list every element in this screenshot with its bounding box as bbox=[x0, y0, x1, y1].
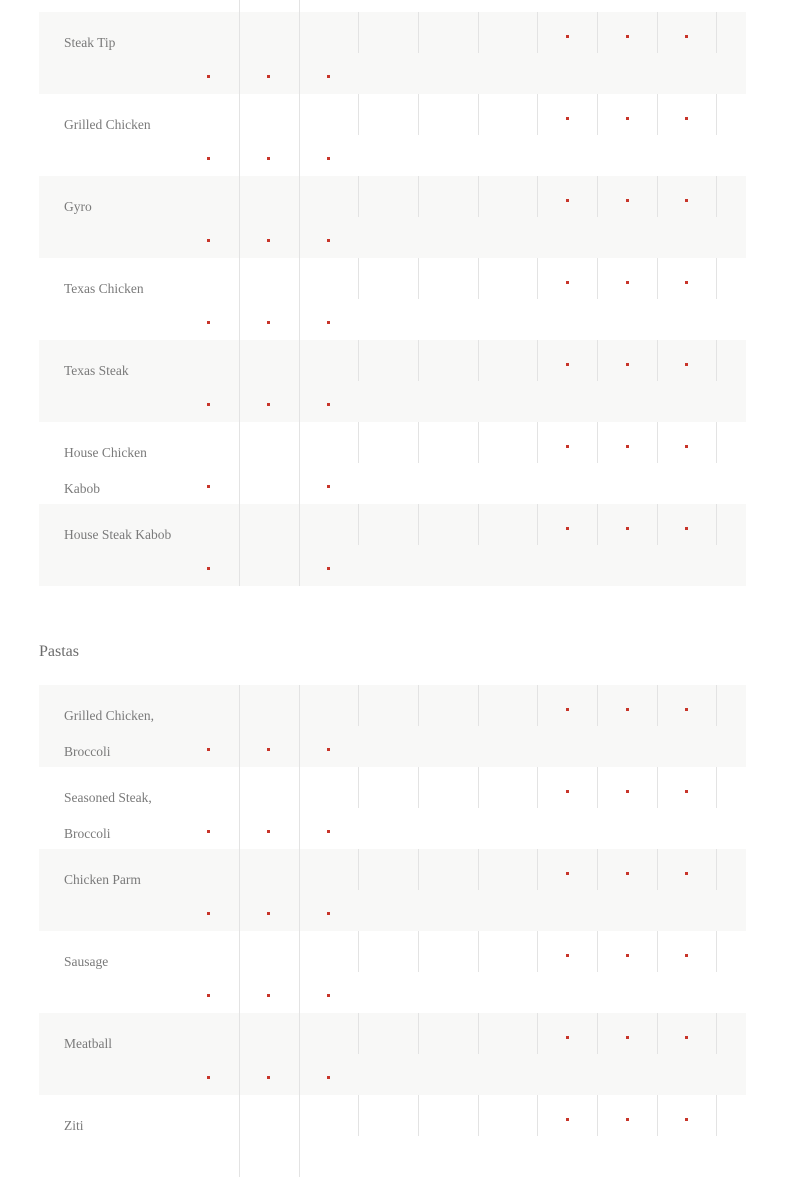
availability-dot bbox=[566, 117, 569, 120]
availability-dot bbox=[566, 527, 569, 530]
column-divider bbox=[299, 176, 300, 258]
availability-dot bbox=[626, 790, 629, 793]
table-row bbox=[39, 767, 746, 849]
availability-dot bbox=[626, 872, 629, 875]
item-name: Grilled Chicken bbox=[64, 117, 151, 132]
column-divider bbox=[716, 1013, 717, 1054]
table-row bbox=[39, 340, 746, 422]
availability-dot bbox=[626, 117, 629, 120]
availability-dot bbox=[267, 994, 270, 997]
column-divider bbox=[299, 340, 300, 422]
column-divider bbox=[418, 422, 419, 463]
column-divider bbox=[716, 176, 717, 217]
column-divider bbox=[358, 340, 359, 381]
column-divider bbox=[478, 767, 479, 808]
column-divider bbox=[597, 504, 598, 545]
column-divider bbox=[716, 94, 717, 135]
column-divider bbox=[418, 94, 419, 135]
column-divider bbox=[478, 12, 479, 53]
availability-dot bbox=[626, 199, 629, 202]
item-name: Grilled Chicken, Broccoli bbox=[64, 708, 154, 759]
column-divider bbox=[657, 1095, 658, 1136]
column-divider bbox=[239, 422, 240, 504]
column-divider bbox=[418, 12, 419, 53]
column-divider bbox=[478, 258, 479, 299]
availability-dot bbox=[207, 403, 210, 406]
column-divider bbox=[358, 849, 359, 890]
column-divider bbox=[418, 767, 419, 808]
column-divider bbox=[657, 258, 658, 299]
availability-dot bbox=[566, 954, 569, 957]
column-divider bbox=[597, 1095, 598, 1136]
availability-dot bbox=[327, 994, 330, 997]
column-divider bbox=[299, 685, 300, 767]
column-divider bbox=[478, 504, 479, 545]
column-divider bbox=[239, 0, 240, 12]
table-row bbox=[39, 94, 746, 176]
column-divider bbox=[537, 176, 538, 217]
column-divider bbox=[418, 504, 419, 545]
column-divider bbox=[657, 12, 658, 53]
availability-dot bbox=[267, 748, 270, 751]
column-divider bbox=[239, 176, 240, 258]
column-divider bbox=[358, 685, 359, 726]
column-divider bbox=[299, 504, 300, 586]
availability-dot bbox=[566, 1036, 569, 1039]
column-divider bbox=[358, 504, 359, 545]
column-divider bbox=[597, 685, 598, 726]
column-divider bbox=[299, 258, 300, 340]
availability-dot bbox=[566, 708, 569, 711]
column-divider bbox=[597, 176, 598, 217]
column-divider bbox=[657, 504, 658, 545]
availability-dot bbox=[207, 321, 210, 324]
table-row bbox=[39, 685, 746, 767]
column-divider bbox=[478, 176, 479, 217]
availability-dot bbox=[267, 830, 270, 833]
column-divider bbox=[716, 504, 717, 545]
column-divider bbox=[478, 94, 479, 135]
availability-dot bbox=[207, 75, 210, 78]
column-divider bbox=[478, 340, 479, 381]
column-divider bbox=[537, 340, 538, 381]
availability-dot bbox=[327, 321, 330, 324]
availability-dot bbox=[685, 199, 688, 202]
column-divider bbox=[657, 685, 658, 726]
column-divider bbox=[299, 12, 300, 94]
availability-dot bbox=[685, 1118, 688, 1121]
column-divider bbox=[597, 849, 598, 890]
availability-dot bbox=[685, 35, 688, 38]
availability-dot bbox=[566, 872, 569, 875]
availability-dot bbox=[207, 157, 210, 160]
column-divider bbox=[358, 176, 359, 217]
availability-dot bbox=[685, 281, 688, 284]
column-divider bbox=[537, 685, 538, 726]
column-divider bbox=[418, 849, 419, 890]
column-divider bbox=[239, 1013, 240, 1095]
column-divider bbox=[657, 422, 658, 463]
column-divider bbox=[418, 176, 419, 217]
column-divider bbox=[537, 767, 538, 808]
table-row bbox=[39, 422, 746, 504]
column-divider bbox=[537, 1013, 538, 1054]
availability-dot bbox=[327, 830, 330, 833]
column-divider bbox=[239, 931, 240, 1013]
column-divider bbox=[239, 504, 240, 586]
column-divider bbox=[418, 1013, 419, 1054]
column-divider bbox=[299, 931, 300, 1013]
column-divider bbox=[716, 12, 717, 53]
item-name: House Chicken Kabob bbox=[64, 445, 147, 496]
column-divider bbox=[537, 12, 538, 53]
table-row bbox=[39, 849, 746, 931]
column-divider bbox=[537, 504, 538, 545]
column-divider bbox=[358, 258, 359, 299]
availability-dot bbox=[327, 239, 330, 242]
column-divider bbox=[239, 94, 240, 176]
availability-dot bbox=[327, 403, 330, 406]
column-divider bbox=[657, 176, 658, 217]
availability-dot bbox=[566, 1118, 569, 1121]
availability-dot bbox=[207, 485, 210, 488]
item-name: Chicken Parm bbox=[64, 872, 141, 887]
availability-dot bbox=[685, 954, 688, 957]
column-divider bbox=[597, 258, 598, 299]
availability-dot bbox=[626, 1036, 629, 1039]
column-divider bbox=[716, 1095, 717, 1136]
column-divider bbox=[239, 849, 240, 931]
availability-dot bbox=[566, 35, 569, 38]
column-divider bbox=[597, 1013, 598, 1054]
column-divider bbox=[418, 685, 419, 726]
column-divider bbox=[657, 94, 658, 135]
column-divider bbox=[299, 0, 300, 12]
availability-dot bbox=[685, 1036, 688, 1039]
column-divider bbox=[716, 685, 717, 726]
availability-dot bbox=[626, 445, 629, 448]
table-row bbox=[39, 258, 746, 340]
column-divider bbox=[478, 685, 479, 726]
availability-dot bbox=[685, 872, 688, 875]
column-divider bbox=[299, 1095, 300, 1177]
column-divider bbox=[657, 931, 658, 972]
column-divider bbox=[418, 1095, 419, 1136]
column-divider bbox=[537, 94, 538, 135]
availability-dot bbox=[626, 954, 629, 957]
availability-dot bbox=[566, 281, 569, 284]
column-divider bbox=[597, 931, 598, 972]
item-name: House Steak Kabob bbox=[64, 527, 172, 542]
column-divider bbox=[537, 931, 538, 972]
column-divider bbox=[716, 340, 717, 381]
column-divider bbox=[299, 1013, 300, 1095]
availability-dot bbox=[327, 1076, 330, 1079]
availability-dot bbox=[327, 748, 330, 751]
table-row bbox=[39, 1013, 746, 1095]
availability-dot bbox=[327, 157, 330, 160]
item-name: Gyro bbox=[64, 199, 92, 214]
column-divider bbox=[358, 422, 359, 463]
column-divider bbox=[478, 1095, 479, 1136]
column-divider bbox=[239, 258, 240, 340]
column-divider bbox=[657, 849, 658, 890]
availability-dot bbox=[207, 239, 210, 242]
column-divider bbox=[716, 931, 717, 972]
availability-dot bbox=[267, 239, 270, 242]
column-divider bbox=[537, 258, 538, 299]
column-divider bbox=[597, 12, 598, 53]
table-row bbox=[39, 504, 746, 586]
availability-dot bbox=[327, 75, 330, 78]
column-divider bbox=[418, 931, 419, 972]
column-divider bbox=[478, 1013, 479, 1054]
column-divider bbox=[716, 849, 717, 890]
availability-dot bbox=[207, 912, 210, 915]
column-divider bbox=[597, 340, 598, 381]
column-divider bbox=[478, 849, 479, 890]
availability-dot bbox=[327, 485, 330, 488]
availability-dot bbox=[207, 1076, 210, 1079]
availability-dot bbox=[327, 567, 330, 570]
table-row bbox=[39, 12, 746, 94]
availability-dot bbox=[566, 445, 569, 448]
availability-dot bbox=[267, 75, 270, 78]
column-divider bbox=[657, 340, 658, 381]
column-divider bbox=[716, 258, 717, 299]
column-divider bbox=[716, 422, 717, 463]
item-name: Steak Tip bbox=[64, 35, 116, 50]
table-row bbox=[39, 1095, 746, 1177]
column-divider bbox=[478, 422, 479, 463]
column-divider bbox=[358, 767, 359, 808]
column-divider bbox=[239, 767, 240, 849]
column-divider bbox=[537, 422, 538, 463]
availability-dot bbox=[267, 157, 270, 160]
availability-dot bbox=[267, 1076, 270, 1079]
item-name: Ziti bbox=[64, 1118, 84, 1133]
column-divider bbox=[597, 422, 598, 463]
column-divider bbox=[537, 849, 538, 890]
column-divider bbox=[299, 94, 300, 176]
availability-dot bbox=[566, 363, 569, 366]
column-divider bbox=[478, 931, 479, 972]
availability-dot bbox=[267, 403, 270, 406]
column-divider bbox=[537, 1095, 538, 1136]
availability-dot bbox=[207, 830, 210, 833]
availability-dot bbox=[685, 363, 688, 366]
availability-dot bbox=[207, 567, 210, 570]
column-divider bbox=[358, 94, 359, 135]
availability-dot bbox=[685, 708, 688, 711]
item-name: Seasoned Steak, Broccoli bbox=[64, 790, 152, 841]
column-divider bbox=[716, 767, 717, 808]
column-divider bbox=[657, 1013, 658, 1054]
column-divider bbox=[358, 12, 359, 53]
column-divider bbox=[358, 1095, 359, 1136]
availability-dot bbox=[566, 199, 569, 202]
availability-dot bbox=[626, 1118, 629, 1121]
column-divider bbox=[239, 340, 240, 422]
availability-dot bbox=[685, 445, 688, 448]
column-divider bbox=[597, 767, 598, 808]
availability-dot bbox=[626, 527, 629, 530]
column-divider bbox=[299, 849, 300, 931]
availability-dot bbox=[327, 912, 330, 915]
availability-dot bbox=[626, 363, 629, 366]
column-divider bbox=[418, 340, 419, 381]
column-divider bbox=[657, 767, 658, 808]
table-row bbox=[39, 176, 746, 258]
item-name: Meatball bbox=[64, 1036, 112, 1051]
item-name: Texas Steak bbox=[64, 363, 129, 378]
availability-dot bbox=[267, 321, 270, 324]
column-divider bbox=[597, 94, 598, 135]
availability-dot bbox=[685, 790, 688, 793]
availability-dot bbox=[626, 281, 629, 284]
table-row bbox=[39, 931, 746, 1013]
availability-dot bbox=[626, 35, 629, 38]
item-name: Sausage bbox=[64, 954, 109, 969]
section-title-pastas: Pastas bbox=[39, 643, 79, 660]
column-divider bbox=[239, 1095, 240, 1177]
availability-dot bbox=[685, 527, 688, 530]
availability-dot bbox=[566, 790, 569, 793]
availability-dot bbox=[267, 912, 270, 915]
column-divider bbox=[358, 931, 359, 972]
availability-dot bbox=[207, 748, 210, 751]
availability-dot bbox=[207, 994, 210, 997]
availability-dot bbox=[626, 708, 629, 711]
column-divider bbox=[418, 258, 419, 299]
item-name: Texas Chicken bbox=[64, 281, 144, 296]
column-divider bbox=[239, 685, 240, 767]
column-divider bbox=[358, 1013, 359, 1054]
column-divider bbox=[299, 422, 300, 504]
column-divider bbox=[299, 767, 300, 849]
availability-dot bbox=[685, 117, 688, 120]
column-divider bbox=[239, 12, 240, 94]
